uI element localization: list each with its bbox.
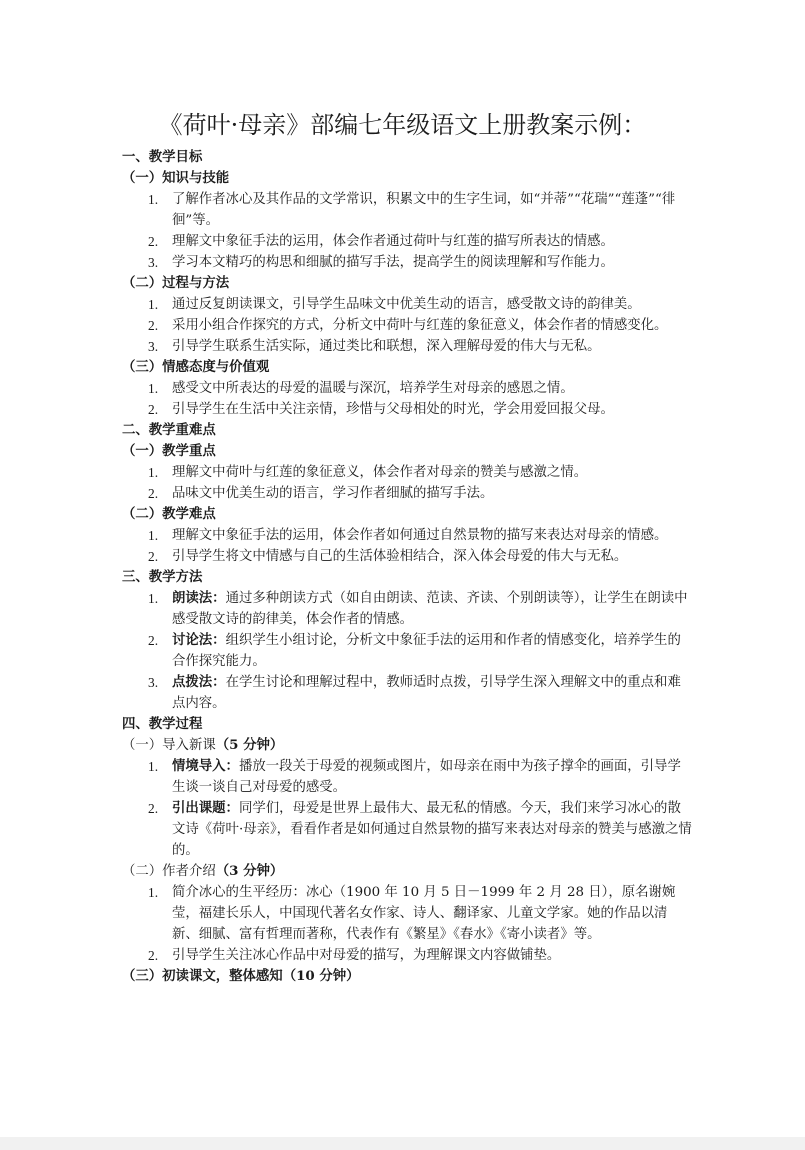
list-item — [122, 483, 692, 504]
subsection-heading-text: （一）知识与技能 — [122, 170, 230, 186]
list-item-label: 引出课题： — [172, 800, 239, 816]
list-item-text: 在学生讨论和理解过程中，教师适时点拨，引导学生深入理解文中的重点和难点内容。 — [172, 675, 681, 711]
list-item-text: 学习本文精巧的构思和细腻的描写手法，提高学生的阅读理解和写作能力。 — [172, 255, 614, 270]
list-number: 3. — [148, 255, 159, 270]
list-item-text: 引导学生在生活中关注亲情，珍惜与父母相处的时光，学会用爱回报父母。 — [172, 402, 614, 417]
list-item — [122, 336, 692, 357]
section-heading-process: 四、教学过程 — [122, 716, 203, 732]
document-body — [122, 147, 692, 987]
list-number: 2. — [148, 948, 159, 963]
list-item-text: 通过反复朗读课文，引导学生品味文中优美生动的语言，感受散文诗的韵律美。 — [172, 297, 641, 312]
subsection-heading-difficulty — [122, 504, 692, 525]
subsection-time: （3 分钟） — [215, 863, 284, 879]
list-number: 2. — [148, 402, 159, 417]
list-item-text: 品味文中优美生动的语言，学习作者细腻的描写手法。 — [172, 486, 494, 501]
list-item-text: 通过多种朗读方式（如自由朗读、范读、齐读、个别朗读等），让学生在朗读中感受散文诗的韵律美，体会作者的情感。 — [172, 591, 688, 627]
list-number: 1. — [148, 465, 159, 480]
list-item-label: 情境导入： — [172, 758, 239, 774]
list-item — [122, 462, 692, 483]
list-item-text: 理解文中象征手法的运用，体会作者如何通过自然景物的描写来表达对母亲的情感。 — [172, 528, 668, 543]
list-item — [122, 315, 692, 336]
subsection-heading-knowledge — [122, 168, 692, 189]
list-number: 3. — [148, 675, 159, 690]
list-item — [122, 546, 692, 567]
list-number: 2. — [148, 801, 159, 816]
list-knowledge — [122, 189, 692, 273]
list-number: 2. — [148, 318, 159, 333]
subsection-heading-process — [122, 273, 692, 294]
subsection-heading-text: （一）导入新课 — [122, 738, 216, 753]
list-process — [122, 294, 692, 357]
list-item — [122, 756, 692, 798]
list-item-text: 理解文中象征手法的运用，体会作者通过荷叶与红莲的描写所表达的情感。 — [172, 234, 614, 249]
list-item — [122, 252, 692, 273]
subsection-heading-focus — [122, 441, 692, 462]
list-item — [122, 378, 692, 399]
subsection-time: （10 分钟） — [282, 968, 360, 984]
section-heading-methods: 三、教学方法 — [122, 569, 203, 585]
subsection-heading-text: （三）情感态度与价值观 — [122, 359, 270, 375]
list-item-text: 组织学生小组讨论，分析文中象征手法的运用和作者的情感变化，培养学生的合作探究能力。 — [172, 633, 681, 669]
list-number: 1. — [148, 192, 159, 207]
subsection-time: （5 分钟） — [215, 737, 284, 753]
document-title: 《荷叶·母亲》部编七年级语文上册教案示例： — [158, 111, 647, 139]
list-focus — [122, 462, 692, 504]
subsection-heading-intro — [122, 735, 692, 756]
section-heading-key-points: 二、教学重难点 — [122, 422, 216, 438]
subsection-heading-text: （二）教学难点 — [122, 506, 216, 522]
list-item-text: 引导学生联系生活实际，通过类比和联想，深入理解母爱的伟大与无私。 — [172, 339, 601, 354]
subsection-heading-text: （三）初读课文，整体感知 — [122, 968, 283, 984]
list-item-text: 了解作者冰心及其作品的文学常识，积累文中的生字生词，如“并蒂”“花瑞”“莲蓬”“徘徊”等。 — [172, 192, 676, 228]
list-item-text: 感受文中所表达的母爱的温暖与深沉，培养学生对母亲的感恩之情。 — [172, 381, 574, 396]
list-number: 1. — [148, 528, 159, 543]
list-author — [122, 882, 692, 966]
list-number: 1. — [148, 885, 159, 900]
subsection-heading-values — [122, 357, 692, 378]
list-item-text: 同学们，母爱是世界上最伟大、最无私的情感。今天，我们来学习冰心的散文诗《荷叶·母亲》，看看作者是如何通过自然景物的描写来表达对母亲的赞美与感激之情的。 — [172, 801, 692, 858]
list-item — [122, 189, 692, 231]
list-methods — [122, 588, 692, 714]
list-item — [122, 945, 692, 966]
subsection-heading-text: （二）作者介绍 — [122, 864, 216, 879]
list-intro — [122, 756, 692, 861]
list-item-text: 采用小组合作探究的方式，分析文中荷叶与红莲的象征意义，体会作者的情感变化。 — [172, 318, 668, 333]
subsection-heading-text: （一）教学重点 — [122, 443, 216, 459]
list-number: 2. — [148, 549, 159, 564]
list-item-text: 理解文中荷叶与红莲的象征意义，体会作者对母亲的赞美与感激之情。 — [172, 465, 588, 480]
subsection-heading-text: （二）过程与方法 — [122, 275, 230, 291]
list-values — [122, 378, 692, 420]
subsection-heading-author — [122, 861, 692, 882]
list-number: 1. — [148, 591, 159, 606]
list-difficulty — [122, 525, 692, 567]
list-number: 2. — [148, 486, 159, 501]
list-item — [122, 630, 692, 672]
list-item-text: 播放一段关于母爱的视频或图片，如母亲在雨中为孩子撑伞的画面，引导学生谈一谈自己对母爱的感受。 — [172, 759, 681, 795]
list-item — [122, 399, 692, 420]
list-item — [122, 882, 692, 945]
list-item-text: 简介冰心的生平经历：冰心（1900 年 10 月 5 日－1999 年 2 月 28 日），原名谢婉莹，福建长乐人，中国现代著名女作家、诗人、翻译家、儿童文学家。她的作品以清新、细腻、富有哲理而著称，代表作有《繁星》《春水》《寄小读者》等。 — [172, 885, 676, 942]
list-number: 1. — [148, 297, 159, 312]
list-item — [122, 798, 692, 861]
subsection-heading-first-read — [122, 966, 692, 987]
list-item — [122, 525, 692, 546]
list-item — [122, 231, 692, 252]
list-item-label: 点拨法： — [172, 674, 226, 690]
list-item — [122, 294, 692, 315]
list-number: 2. — [148, 234, 159, 249]
section-heading-objectives: 一、教学目标 — [122, 149, 203, 165]
list-number: 1. — [148, 759, 159, 774]
list-number: 3. — [148, 339, 159, 354]
list-item — [122, 672, 692, 714]
list-number: 2. — [148, 633, 159, 648]
list-item-text: 引导学生将文中情感与自己的生活体验相结合，深入体会母爱的伟大与无私。 — [172, 549, 628, 564]
list-item-text: 引导学生关注冰心作品中对母爱的描写，为理解课文内容做铺垫。 — [172, 948, 561, 963]
list-item — [122, 588, 692, 630]
list-item-label: 朗读法： — [172, 590, 226, 606]
list-item-label: 讨论法： — [172, 632, 226, 648]
list-number: 1. — [148, 381, 159, 396]
